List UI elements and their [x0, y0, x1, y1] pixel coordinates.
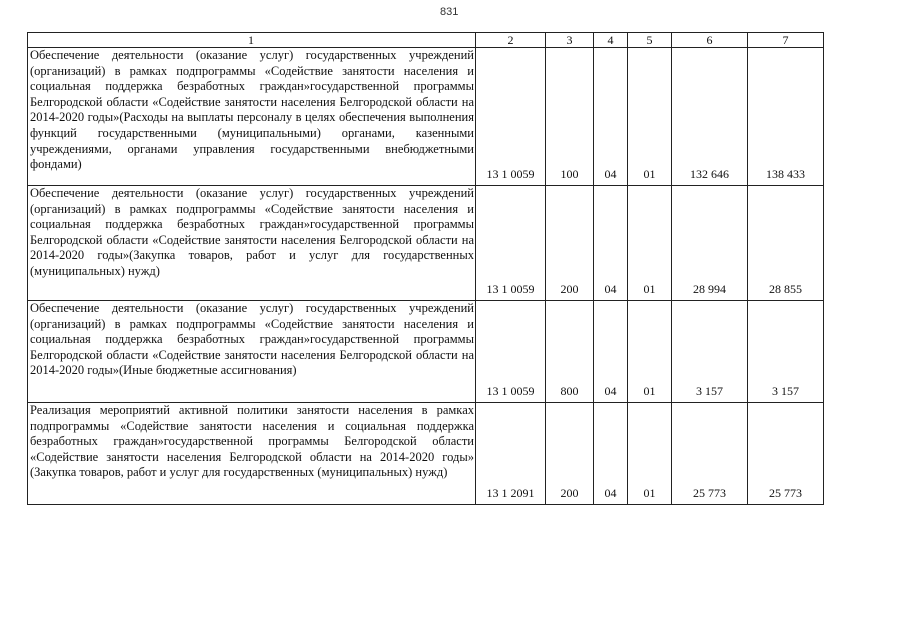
row-col5: 01 [628, 301, 672, 403]
row-description: Обеспечение деятельности (оказание услуг) государственных учреждений (организаций) в рамках подпрограммы «Содействие занятости населения и социальная поддержка безработных граждан»государственной программы Белгородской области «Содействие занятости населения Белгородской области на 2014-2020 годы»(Расходы на выплаты персоналу в целях обеспечения выполнения функций государственными (муниципальными) органами, казенными учреждениями, органами управления государственными внебюджетными фондами) [28, 48, 476, 186]
table-row [28, 48, 824, 186]
row-col5: 01 [628, 48, 672, 186]
row-code: 13 1 0059 [476, 48, 546, 186]
row-col4: 04 [594, 186, 628, 301]
row-col5: 01 [628, 186, 672, 301]
row-col4: 04 [594, 301, 628, 403]
column-header-4: 4 [594, 33, 628, 48]
column-header-6: 6 [672, 33, 748, 48]
row-col4: 04 [594, 48, 628, 186]
table-header-row [28, 33, 824, 48]
row-col7: 3 157 [748, 301, 824, 403]
row-code: 13 1 0059 [476, 301, 546, 403]
row-col6: 132 646 [672, 48, 748, 186]
column-header-7: 7 [748, 33, 824, 48]
row-description: Обеспечение деятельности (оказание услуг) государственных учреждений (организаций) в рамках подпрограммы «Содействие занятости населения и социальная поддержка безработных граждан»государственной программы Белгородской области «Содействие занятости населения Белгородской области на 2014-2020 годы»(Закупка товаров, работ и услуг для государственных (муниципальных) нужд) [28, 186, 476, 301]
table-row [28, 301, 824, 403]
column-header-1: 1 [28, 33, 476, 48]
row-col3: 100 [546, 48, 594, 186]
row-col6: 3 157 [672, 301, 748, 403]
row-col6: 28 994 [672, 186, 748, 301]
column-header-5: 5 [628, 33, 672, 48]
row-col4: 04 [594, 403, 628, 505]
page-number: 831 [440, 6, 459, 18]
column-header-2: 2 [476, 33, 546, 48]
row-code: 13 1 2091 [476, 403, 546, 505]
row-col7: 25 773 [748, 403, 824, 505]
row-col3: 200 [546, 186, 594, 301]
row-col7: 28 855 [748, 186, 824, 301]
table-row [28, 186, 824, 301]
row-col3: 200 [546, 403, 594, 505]
row-col6: 25 773 [672, 403, 748, 505]
row-code: 13 1 0059 [476, 186, 546, 301]
column-header-3: 3 [546, 33, 594, 48]
row-description: Обеспечение деятельности (оказание услуг) государственных учреждений (организаций) в рамках подпрограммы «Содействие занятости населения и социальная поддержка безработных граждан»государственной программы Белгородской области «Содействие занятости населения Белгородской области на 2014-2020 годы»(Иные бюджетные ассигнования) [28, 301, 476, 403]
table-row [28, 403, 824, 505]
row-col7: 138 433 [748, 48, 824, 186]
row-col5: 01 [628, 403, 672, 505]
budget-table [27, 32, 824, 505]
row-col3: 800 [546, 301, 594, 403]
row-description: Реализация мероприятий активной политики занятости населения в рамках подпрограммы «Содействие занятости населения и социальная поддержка безработных граждан»государственной программы Белгородской области «Содействие занятости населения Белгородской области на 2014-2020 годы» (Закупка товаров, работ и услуг для государственных (муниципальных) нужд) [28, 403, 476, 505]
